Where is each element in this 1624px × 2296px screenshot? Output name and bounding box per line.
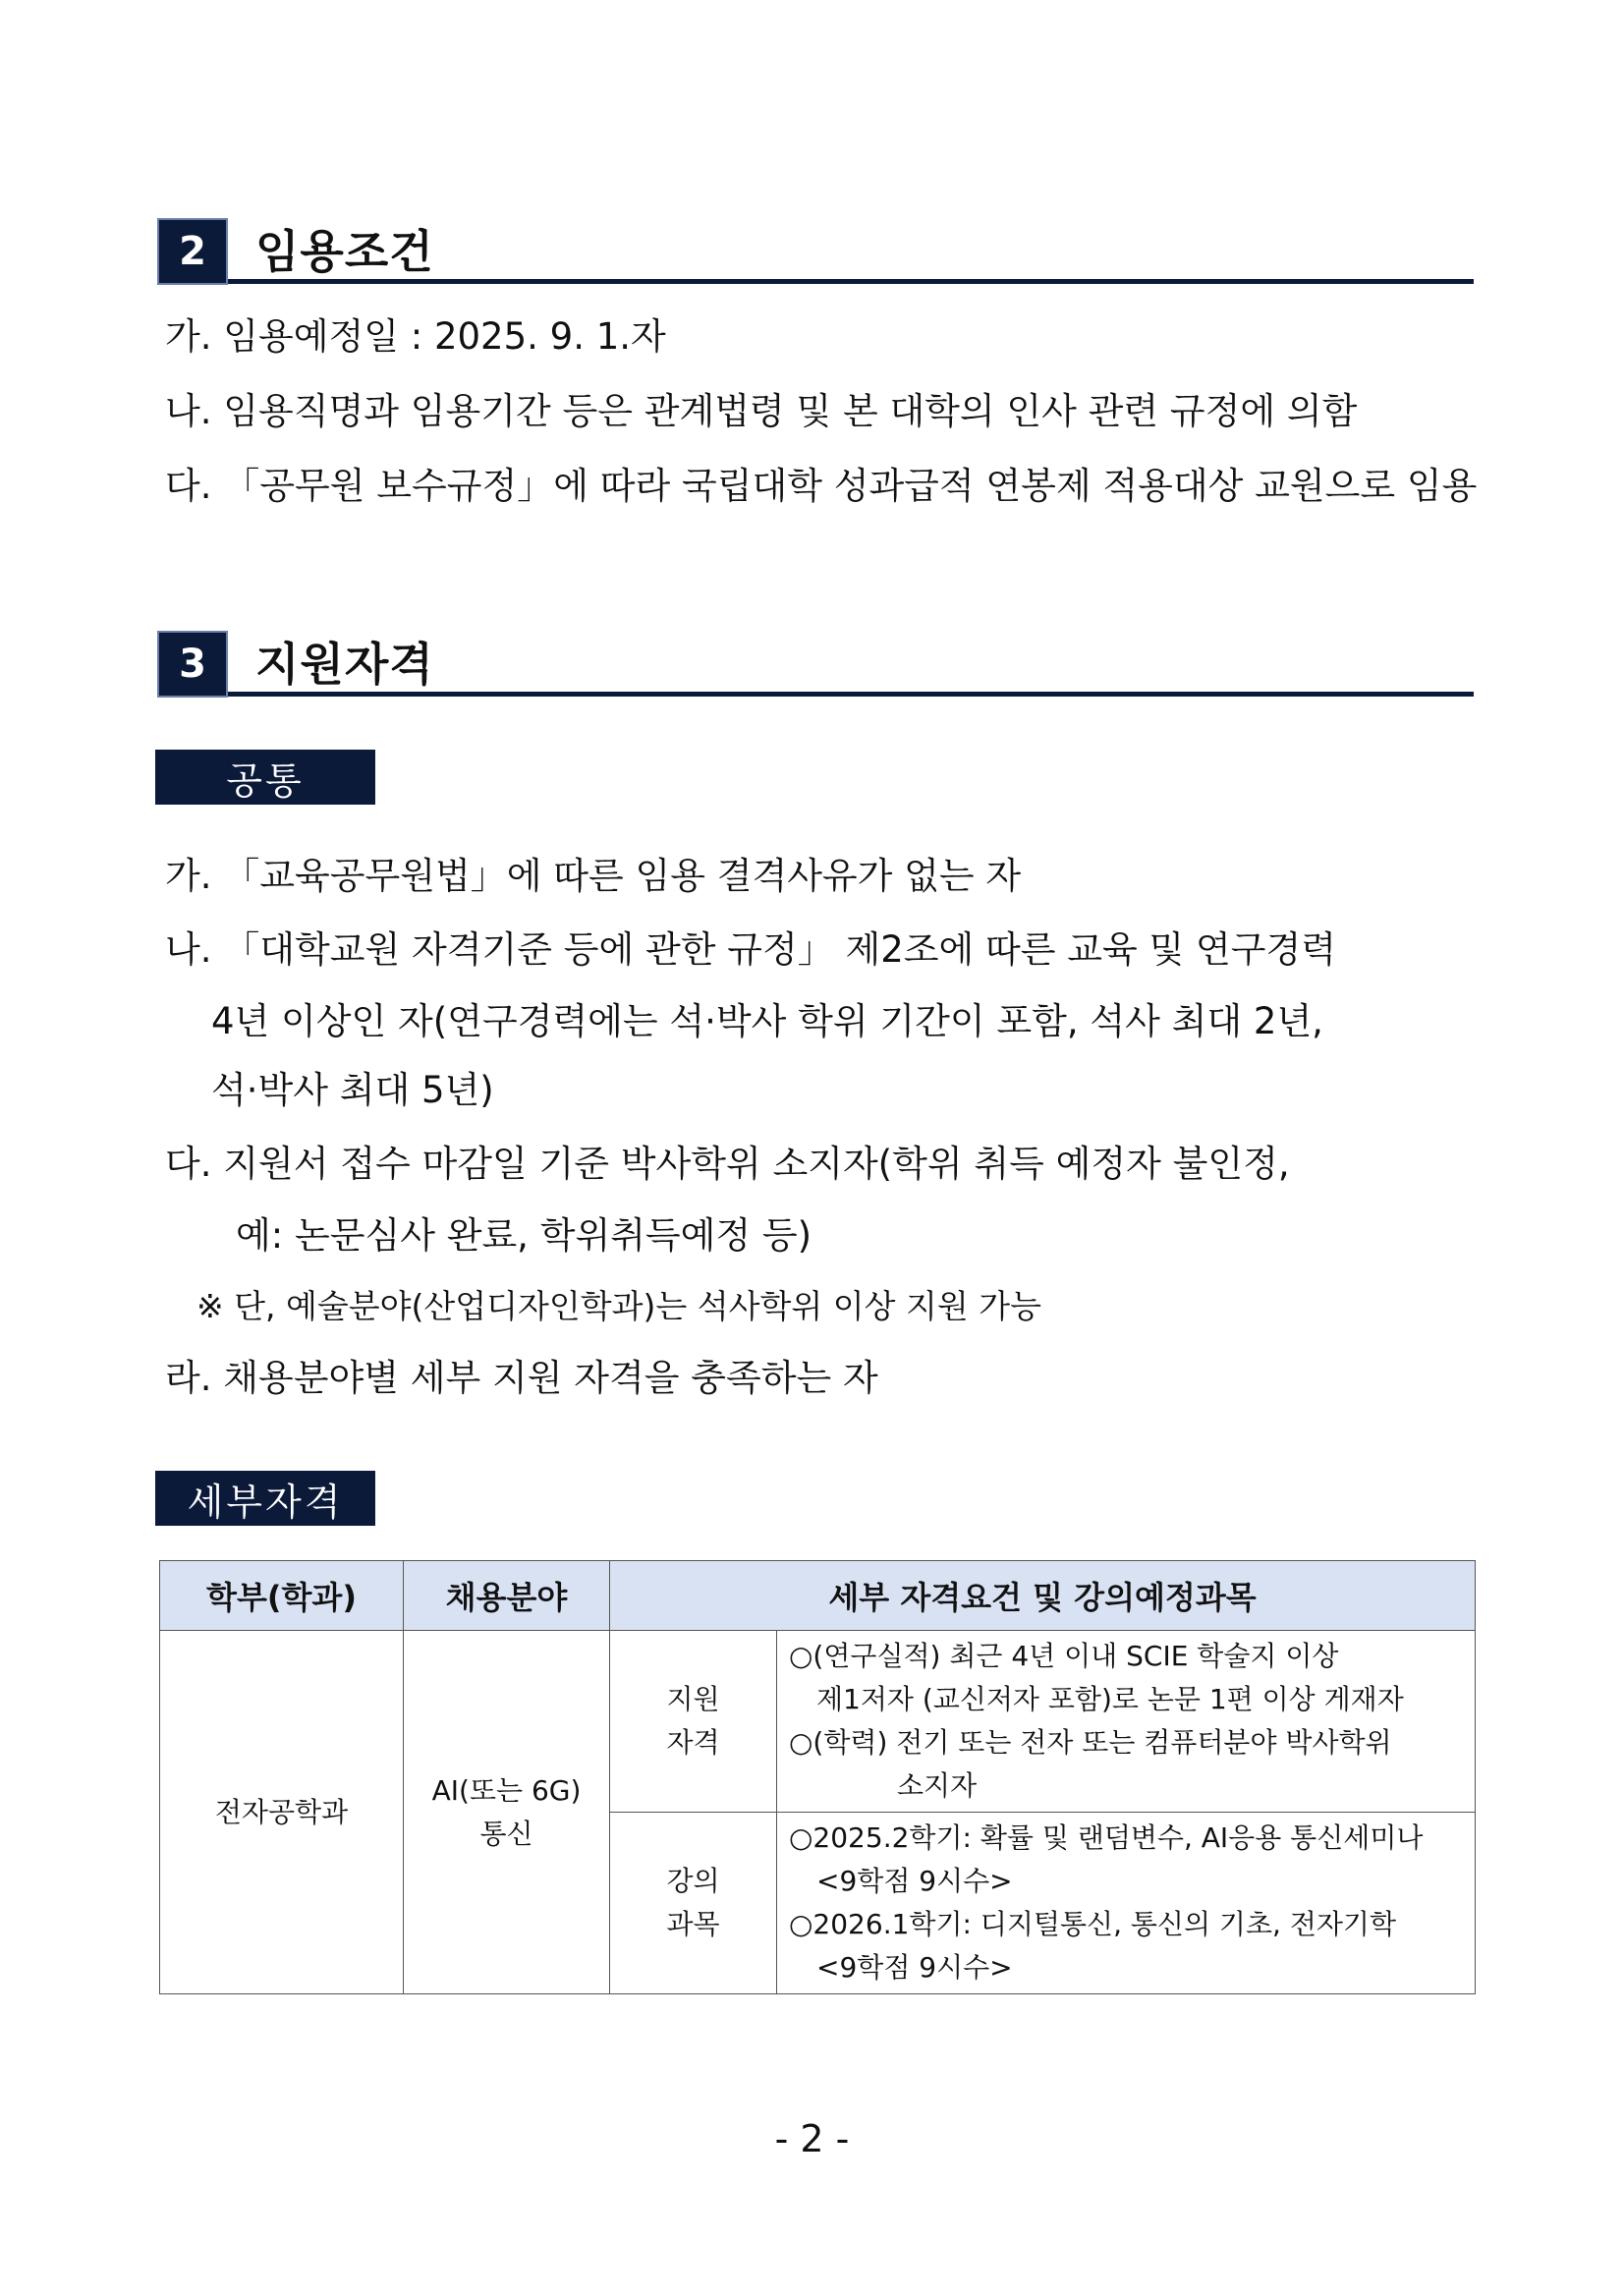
list-item: ○2025.2학기: 확률 및 랜덤변수, AI응용 통신세미나 bbox=[789, 1821, 1424, 1854]
condition-line: 다. 「공무원 보수규정」에 따라 국립대학 성과급적 연봉제 적용대상 교원으로 임용 bbox=[165, 465, 1478, 507]
section-divider bbox=[228, 692, 1474, 697]
course-detail-cell bbox=[777, 1813, 1476, 1994]
course-label-cell bbox=[610, 1813, 777, 1994]
detail-label: 세부자격 bbox=[155, 1471, 375, 1526]
section-header-qualifications bbox=[157, 580, 1474, 700]
qualification-label: 지원 bbox=[666, 1683, 720, 1715]
field-cell bbox=[404, 1631, 610, 1994]
department-cell: 전자공학과 bbox=[160, 1631, 404, 1994]
common-label: 공통 bbox=[155, 750, 375, 805]
qualification-label: 자격 bbox=[666, 1726, 720, 1759]
list-item-continuation: 제1저자 (교신저자 포함)로 논문 1편 이상 게재자 bbox=[816, 1683, 1404, 1715]
common-note: ※ 단, 예술분야(산업디자인학과)는 석사학위 이상 지원 가능 bbox=[196, 1287, 1042, 1325]
common-line: 라. 채용분야별 세부 지원 자격을 충족하는 자 bbox=[165, 1357, 878, 1399]
qualification-label-cell bbox=[610, 1631, 777, 1813]
common-line: 예: 논문심사 완료, 학위취득예정 등) bbox=[236, 1214, 812, 1257]
common-line: 4년 이상인 자(연구경력에는 석·박사 학위 기간이 포함, 석사 최대 2년, bbox=[211, 1000, 1323, 1042]
section-header-conditions bbox=[157, 167, 1474, 287]
list-item-continuation: <9학점 9시수> bbox=[816, 1865, 1013, 1897]
section-title: 임용조건 bbox=[255, 225, 434, 278]
course-label: 강의 bbox=[666, 1865, 720, 1897]
list-item-continuation: 소지자 bbox=[897, 1769, 978, 1802]
condition-line: 가. 임용예정일 : 2025. 9. 1.자 bbox=[165, 315, 666, 358]
section-number: 2 bbox=[157, 218, 228, 285]
common-line: 다. 지원서 접수 마감일 기준 박사학위 소지자(학위 취득 예정자 불인정, bbox=[165, 1143, 1290, 1185]
field-line: AI(또는 6G) bbox=[431, 1773, 582, 1807]
course-label: 과목 bbox=[666, 1908, 720, 1940]
header-department: 학부(학과) bbox=[160, 1561, 404, 1631]
page-number: - 2 - bbox=[774, 2117, 850, 2160]
list-item: ○(학력) 전기 또는 전자 또는 컴퓨터분야 박사학위 bbox=[789, 1726, 1392, 1759]
list-item-continuation: <9학점 9시수> bbox=[816, 1951, 1013, 1984]
list-item: ○(연구실적) 최근 4년 이내 SCIE 학술지 이상 bbox=[789, 1640, 1339, 1672]
qualification-detail-cell bbox=[777, 1631, 1476, 1813]
section-title: 지원자격 bbox=[255, 638, 434, 691]
condition-line: 나. 임용직명과 임용기간 등은 관계법령 및 본 대학의 인사 관련 규정에 의함 bbox=[165, 390, 1358, 432]
table-header-row bbox=[160, 1561, 1476, 1631]
table-row bbox=[160, 1631, 1476, 1813]
list-item: ○2026.1학기: 디지털통신, 통신의 기초, 전자기학 bbox=[789, 1908, 1397, 1940]
section-number: 3 bbox=[157, 631, 228, 698]
common-line: 가. 「교육공무원법」에 따른 임용 결격사유가 없는 자 bbox=[165, 855, 1022, 897]
field-line: 통신 bbox=[479, 1817, 533, 1850]
common-line: 나. 「대학교원 자격기준 등에 관한 규정」 제2조에 따른 교육 및 연구경력 bbox=[165, 928, 1336, 971]
header-field: 채용분야 bbox=[404, 1561, 610, 1631]
qualification-table bbox=[159, 1560, 1476, 1994]
common-line: 석·박사 최대 5년) bbox=[211, 1069, 494, 1111]
header-requirements: 세부 자격요건 및 강의예정과목 bbox=[610, 1561, 1476, 1631]
section-divider bbox=[228, 279, 1474, 284]
